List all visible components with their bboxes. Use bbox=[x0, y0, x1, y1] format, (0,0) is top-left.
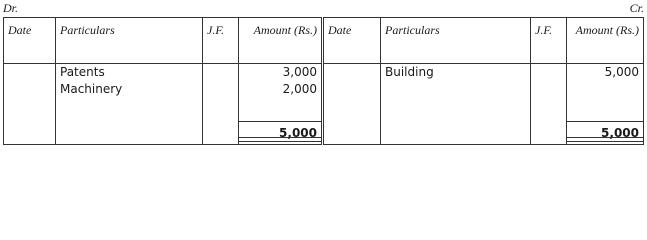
ledger-entries-row bbox=[4, 64, 644, 122]
credit-total-cell bbox=[567, 122, 644, 145]
debit-entry-amount: 2,000 bbox=[282, 82, 317, 96]
credit-jf-total-cell bbox=[531, 122, 567, 145]
debit-amount-header: Amount (Rs.) bbox=[239, 18, 323, 64]
credit-total: 5,000 bbox=[601, 125, 639, 140]
debit-entry-particulars: Machinery bbox=[60, 82, 123, 96]
credit-amount-header: Amount (Rs.) bbox=[567, 18, 644, 64]
credit-jf-header: J.F. bbox=[531, 18, 567, 64]
debit-date-cell bbox=[4, 64, 56, 122]
credit-particulars-total-cell bbox=[381, 122, 531, 145]
credit-date-total-cell bbox=[323, 122, 381, 145]
debit-jf-total-cell bbox=[203, 122, 239, 145]
debit-total-cell bbox=[239, 122, 323, 145]
credit-particulars-cell bbox=[381, 64, 531, 122]
credit-date-header: Date bbox=[323, 18, 381, 64]
ledger-account-table bbox=[3, 17, 644, 145]
debit-particulars-header: Particulars bbox=[56, 18, 203, 64]
debit-particulars-cell bbox=[56, 64, 203, 122]
ledger-header-row bbox=[4, 18, 644, 64]
debit-total: 5,000 bbox=[279, 125, 317, 140]
ledger-totals-row bbox=[4, 122, 644, 145]
debit-jf-cell bbox=[203, 64, 239, 122]
debit-entry-amount: 3,000 bbox=[282, 65, 317, 79]
credit-entry-amount: 5,000 bbox=[604, 65, 639, 79]
credit-entry-particulars: Building bbox=[385, 65, 434, 79]
debit-date-header: Date bbox=[4, 18, 56, 64]
debit-entry-particulars: Patents bbox=[60, 65, 105, 79]
credit-amount-cell bbox=[567, 64, 644, 122]
debit-amount-cell bbox=[239, 64, 323, 122]
debit-particulars-total-cell bbox=[56, 122, 203, 145]
debit-date-total-cell bbox=[4, 122, 56, 145]
credit-particulars-header: Particulars bbox=[381, 18, 531, 64]
debit-jf-header: J.F. bbox=[203, 18, 239, 64]
debit-side-label: Dr. bbox=[3, 1, 19, 15]
credit-side-label: Cr. bbox=[629, 1, 644, 15]
credit-jf-cell bbox=[531, 64, 567, 122]
credit-date-cell bbox=[323, 64, 381, 122]
